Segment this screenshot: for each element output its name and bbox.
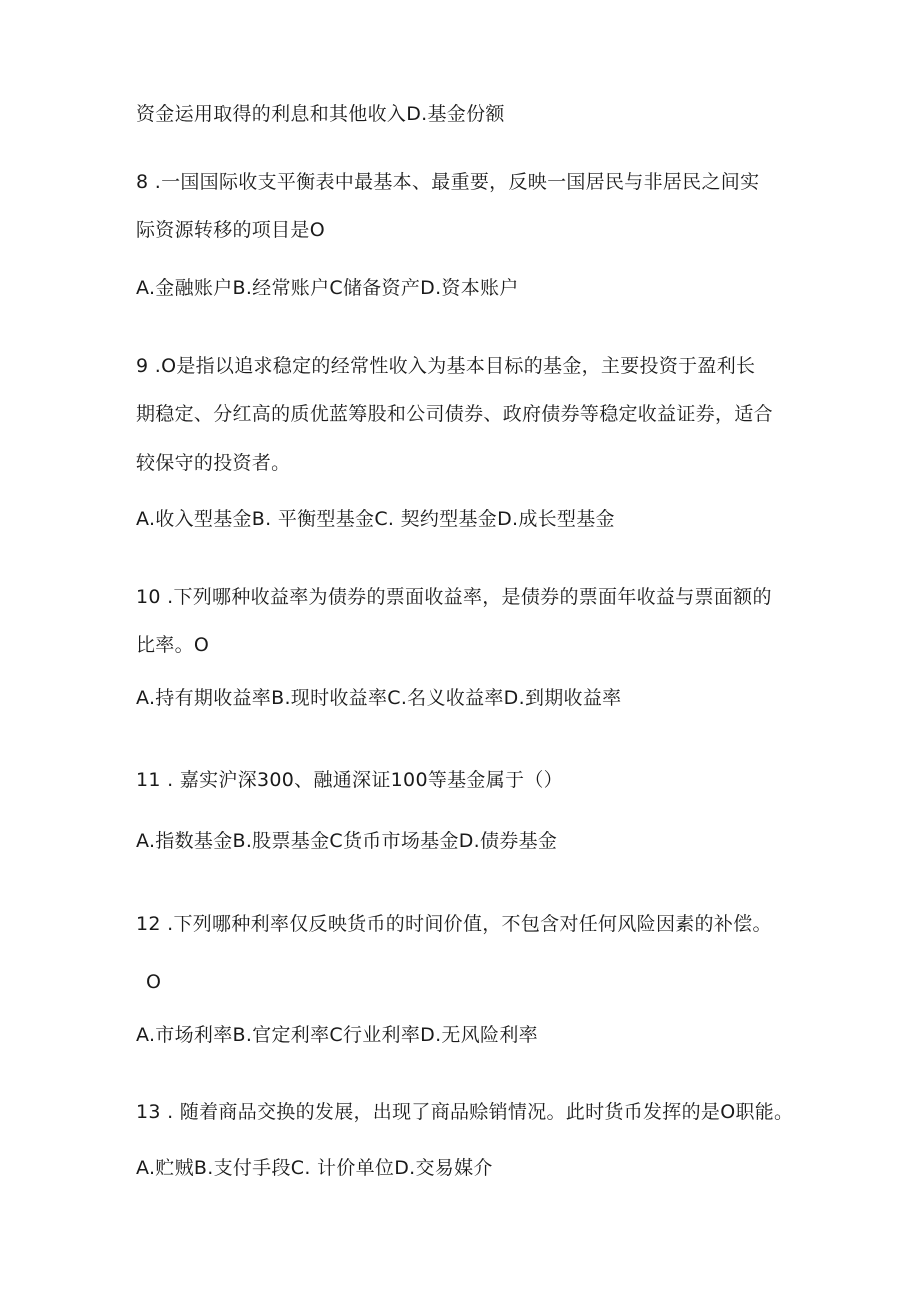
question-13-options: A.贮贼B.支付手段C. 计价单位D.交易媒介 (136, 1157, 493, 1179)
question-9-text-line-3: 较保守的投资者。 (136, 452, 291, 474)
question-12-text-line-1: 12 .下列哪种利率仅反映货币的时间价值，不包含对任何风险因素的补偿。 (136, 913, 772, 935)
question-9-text-line-1: 9 .O是指以追求稳定的经常性收入为基本目标的基金，主要投资于盈利长 (136, 355, 756, 377)
question-12-text-line-2: O (146, 971, 162, 993)
question-11-options: A.指数基金B.股票基金C货币市场基金D.债券基金 (136, 830, 558, 852)
question-10-options: A.持有期收益率B.现时收益率C.名义收益率D.到期收益率 (136, 687, 622, 709)
question-8-options: A.金融账户B.经常账户C储备资产D.资本账户 (136, 277, 519, 299)
question-8-text-line-1: 8 .一国国际收支平衡表中最基本、最重要，反映一国居民与非居民之间实 (136, 171, 760, 193)
question-10-text-line-2: 比率。O (136, 634, 210, 656)
question-12-options: A.市场利率B.官定利率C行业利率D.无风险利率 (136, 1024, 538, 1046)
question-13-text: 13 . 随着商品交换的发展，出现了商品赊销情况。此时货币发挥的是O职能。 (136, 1101, 794, 1123)
question-9-text-line-2: 期稳定、分红高的质优蓝筹股和公司债券、政府债券等稳定收益证券，适合 (136, 403, 773, 425)
question-11-text: 11 . 嘉实沪深300、融通深证100等基金属于（） (136, 769, 563, 791)
q7-options-continued: 资金运用取得的利息和其他收入D.基金份额 (136, 103, 505, 125)
question-8-text-line-2: 际资源转移的项目是O (136, 219, 325, 241)
question-9-options: A.收入型基金B. 平衡型基金C. 契约型基金D.成长型基金 (136, 508, 615, 530)
question-10-text-line-1: 10 .下列哪种收益率为债券的票面收益率，是债券的票面年收益与票面额的 (136, 586, 772, 608)
